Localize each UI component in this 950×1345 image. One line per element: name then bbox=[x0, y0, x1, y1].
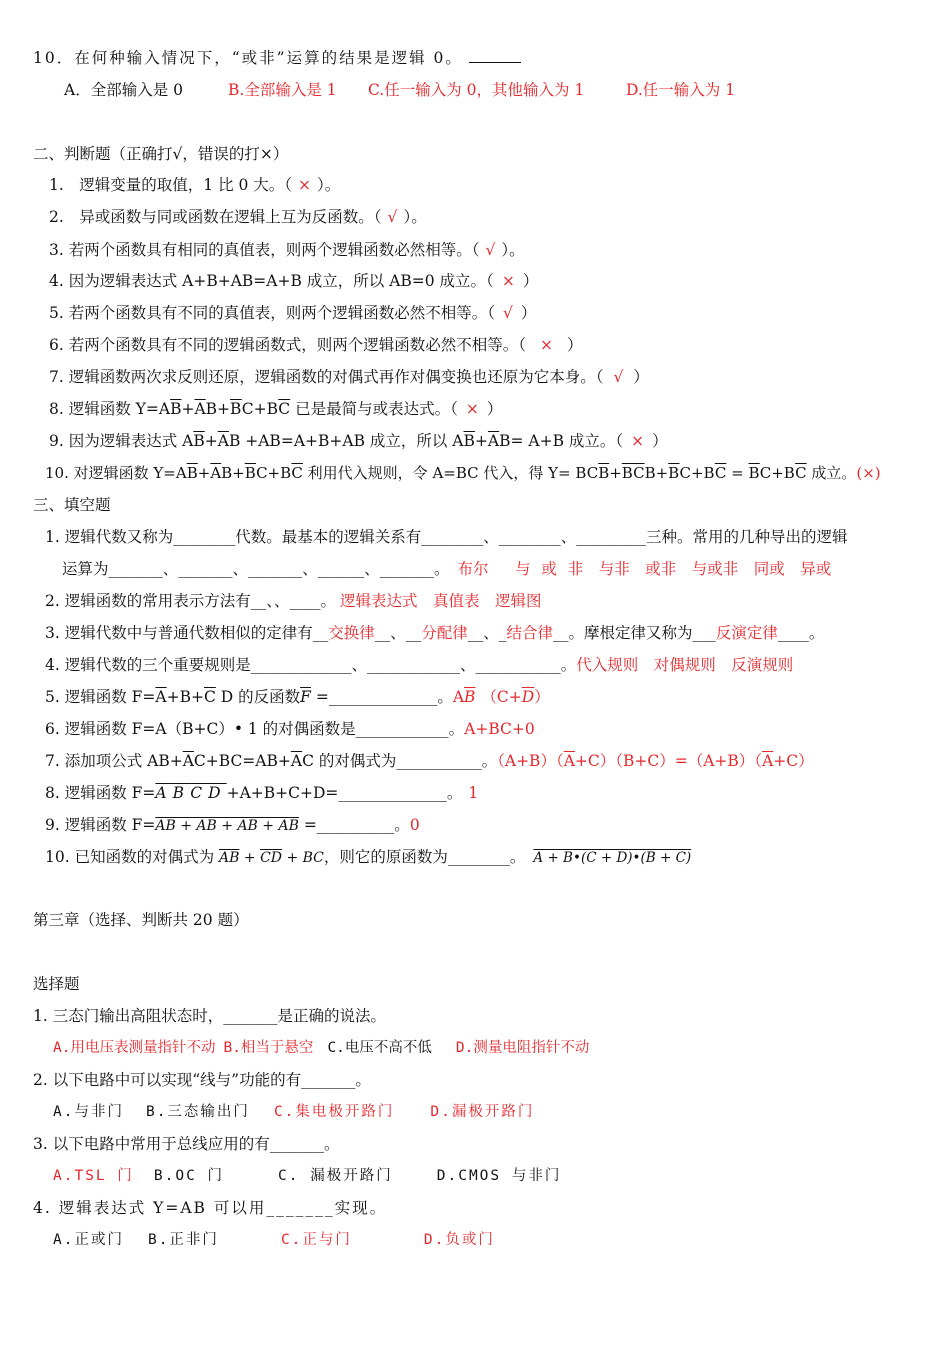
choice-section-title: 选择题 bbox=[33, 975, 80, 993]
expr-text: C+B bbox=[759, 464, 796, 482]
fill-item-6 bbox=[45, 718, 535, 740]
option-c: C.正与门 bbox=[280, 1232, 352, 1248]
judge-item-4 bbox=[49, 270, 538, 292]
judge-tail: ） bbox=[522, 272, 539, 290]
judge-mark: × bbox=[465, 400, 479, 418]
expr-text: 成立。 bbox=[806, 464, 857, 482]
fill-item-1-line2 bbox=[62, 558, 831, 580]
fill-answer: 0 bbox=[409, 816, 420, 834]
overlined-var: $\overline{A}$ bbox=[290, 752, 303, 770]
expr-text: 9. 因为逻辑表达式 A bbox=[49, 432, 194, 450]
section-3-title: 三、填空题 bbox=[33, 496, 111, 514]
answer-part: （C+ bbox=[481, 688, 522, 706]
judge-item-5 bbox=[49, 302, 536, 324]
fill-stem: 5. 逻辑函数 F= bbox=[45, 688, 156, 706]
fill-stem: 3. 逻辑代数中与普通代数相似的定律有__ bbox=[45, 624, 329, 642]
fill-stem: =__________。 bbox=[298, 816, 410, 834]
judge-tail: ）。 bbox=[403, 208, 427, 226]
fill-item-10 bbox=[45, 846, 691, 869]
expr-text: 利用代入规则，令 A=BC 代入，得 Y= BC bbox=[302, 464, 599, 482]
expr-text: B+ bbox=[644, 464, 669, 482]
judge-mark: × bbox=[298, 176, 312, 194]
expr-text: + BC bbox=[282, 850, 324, 866]
expr-text: B +AB=A+B+AB 成立，所以 A bbox=[228, 432, 464, 450]
expr-text: C+B bbox=[256, 464, 292, 482]
overlined-var: $\overline{B}$ bbox=[748, 464, 760, 482]
overlined-var: $\overline{B}$ bbox=[230, 400, 242, 418]
option-c: C. 漏极开路门 bbox=[278, 1168, 393, 1184]
fill-answer: 结合律 bbox=[506, 624, 554, 642]
overlined-var: $\overline{B}$ bbox=[598, 464, 610, 482]
option-c: C.电压不高不低 bbox=[327, 1040, 432, 1056]
answer-part: （A+B）（ bbox=[497, 752, 564, 770]
fill-item-4 bbox=[45, 654, 793, 676]
overlined-expr bbox=[155, 784, 226, 802]
fill-answer: A+BC+0 bbox=[464, 720, 535, 738]
overlined-var: $\overline{B}$ bbox=[170, 400, 182, 418]
overlined-var: $\overline{B}$ bbox=[193, 432, 205, 450]
answer-part: +C） bbox=[773, 752, 814, 770]
expr-text: B+ bbox=[205, 400, 231, 418]
judge-item-3 bbox=[49, 239, 525, 261]
answer-blank bbox=[469, 47, 521, 63]
overlined-expr: A + B bbox=[533, 850, 573, 866]
expr-text: + bbox=[609, 464, 622, 482]
q10-stem-text: 10．在何种输入情况下，“或非”运算的结果是逻辑 0。 bbox=[33, 49, 463, 67]
judge-mark: √ bbox=[485, 241, 496, 259]
expr-text: 10. 对逻辑函数 Y=A bbox=[45, 464, 187, 482]
overlined-var: $\overline{A}$ bbox=[155, 688, 167, 706]
judge-stem: 6. 若两个函数具有不同的逻辑函数式，则两个逻辑函数必然不相等。（ bbox=[49, 336, 526, 354]
fill-stem: ，则它的原函数为________。 bbox=[323, 848, 526, 866]
option-d: D.漏极开路门 bbox=[430, 1104, 535, 1120]
judge-mark: × bbox=[501, 272, 515, 290]
fill-answer bbox=[497, 752, 814, 770]
overlined-var: A bbox=[155, 784, 173, 802]
choice-q3-options bbox=[53, 1165, 561, 1187]
judge-tail: ） bbox=[633, 368, 649, 386]
fill-stem: __。摩根定律又称为___ bbox=[553, 624, 716, 642]
option-d: D.负或门 bbox=[423, 1232, 495, 1248]
fill-stem: C+BC=AB+ bbox=[193, 752, 291, 770]
fill-answer-expr bbox=[533, 850, 691, 866]
expr-text: + bbox=[204, 432, 218, 450]
choice-q3-stem: 3. 以下电路中常用于总线应用的有_______。 bbox=[33, 1135, 340, 1153]
q10-option-c: C.任一输入为 0，其他输入为 1 bbox=[368, 81, 585, 99]
choice-q1-stem: 1. 三态门输出高阻状态时，_______是正确的说法。 bbox=[33, 1007, 386, 1025]
fill-stem: C 的对偶式为___________。 bbox=[302, 752, 498, 770]
fill-stem: __、__ bbox=[374, 624, 422, 642]
answer-part: +C）（B+C）=（A+B）（ bbox=[574, 752, 763, 770]
fill-stem: 7. 添加项公式 AB+ bbox=[45, 752, 183, 770]
overlined-var: $\overline{F}$ bbox=[300, 688, 311, 706]
judge-tail: ）。 bbox=[501, 241, 525, 259]
q10-option-d: D.任一输入为 1 bbox=[626, 81, 736, 99]
judge-mark: × bbox=[539, 336, 553, 354]
expr-text: = bbox=[726, 464, 749, 482]
option-b: B.三态输出门 bbox=[145, 1104, 250, 1120]
judge-tail: ） bbox=[486, 400, 503, 418]
fill-answer: 1 bbox=[468, 784, 479, 802]
fill-answers: 布尔 与 或 非 与非 或非 与或非 同或 异或 bbox=[457, 560, 832, 578]
judge-item-10 bbox=[45, 462, 881, 484]
fill-stem: D 的反函数 bbox=[215, 688, 301, 706]
fill-stem: 10. 已知函数的对偶式为 bbox=[45, 848, 220, 866]
judge-item-2 bbox=[49, 206, 427, 228]
fill-stem: 8. 逻辑函数 F= bbox=[45, 784, 156, 802]
fill-item-1-line1: 1. 逻辑代数又称为________代数。最基本的逻辑关系有________、________、_________三种。常用的几种导出的逻辑 bbox=[45, 528, 848, 546]
expr-text: 已是最简与或表达式。（ bbox=[290, 400, 458, 418]
judge-item-6 bbox=[49, 334, 582, 356]
expr-text: + bbox=[181, 400, 195, 418]
overlined-var: $\overline{A}$ bbox=[762, 752, 774, 770]
fill-item-7 bbox=[45, 750, 814, 772]
choice-q4-options bbox=[53, 1229, 495, 1251]
fill-stem: 9. 逻辑函数 F= bbox=[45, 816, 156, 834]
judge-mark: √ bbox=[613, 368, 624, 386]
overlined-expr: $\overline{AB}$ bbox=[219, 850, 240, 866]
q10-stem bbox=[33, 47, 521, 69]
overlined-expr: $\overline{CD}$ bbox=[260, 850, 282, 866]
judge-mark: √ bbox=[387, 208, 398, 226]
answer-part: A bbox=[452, 688, 465, 706]
judge-mark: × bbox=[631, 432, 645, 450]
judge-stem: 5. 若两个函数具有不同的真值表，则两个逻辑函数必然不相等。（ bbox=[49, 304, 495, 322]
expr-text: B= A+B 成立。（ bbox=[499, 432, 624, 450]
overlined-var: $\overline{BC}$ bbox=[621, 464, 645, 482]
overlined-var: $\overline{C}$ bbox=[795, 464, 807, 482]
choice-q2-stem: 2. 以下电路中可以实现“线与”功能的有_______。 bbox=[33, 1071, 371, 1089]
judge-stem: 7. 逻辑函数两次求反则还原，逻辑函数的对偶式再作对偶变换也还原为它本身。（ bbox=[49, 368, 604, 386]
overlined-var: $\overline{C}$ bbox=[278, 400, 291, 418]
overlined-var: $\overline{A}$ bbox=[487, 432, 500, 450]
q10-option-a: A．全部输入是 0 bbox=[64, 81, 183, 99]
expr-text: + bbox=[239, 850, 261, 866]
judge-tail: ） bbox=[520, 304, 537, 322]
fill-answer: 交换律 bbox=[328, 624, 375, 642]
fill-item-2 bbox=[45, 590, 541, 612]
q10-option-b: B.全部输入是 1 bbox=[228, 81, 337, 99]
fill-stem: 4. 逻辑代数的三个重要规则是_____________、____________、___________。 bbox=[45, 656, 577, 674]
expr-text: B+ bbox=[221, 464, 245, 482]
overlined-var: $\overline{C}$ bbox=[291, 464, 303, 482]
fill-item-9 bbox=[45, 814, 420, 837]
option-b: B.相当于悬空 bbox=[223, 1040, 314, 1056]
fill-item-3 bbox=[45, 622, 824, 644]
fill-item-5 bbox=[45, 686, 550, 708]
fill-answers: 代入规则 对偶规则 反演规则 bbox=[576, 656, 794, 674]
overlined-var: C bbox=[190, 784, 209, 802]
option-c: C.集电极开路门 bbox=[273, 1104, 395, 1120]
section-2-title: 二、判断题（正确打√，错误的打×） bbox=[33, 145, 289, 163]
judge-tail: ） bbox=[652, 432, 668, 450]
judge-item-8 bbox=[49, 398, 502, 420]
judge-item-1 bbox=[49, 174, 340, 196]
expr-text: + bbox=[474, 432, 488, 450]
judge-item-9 bbox=[49, 430, 668, 452]
option-d: D.测量电阻指针不动 bbox=[455, 1040, 590, 1056]
judge-stem: 3. 若两个函数具有相同的真值表，则两个逻辑函数必然相等。（ bbox=[49, 241, 480, 259]
option-b: B.正非门 bbox=[147, 1232, 219, 1248]
expr-text: + bbox=[197, 464, 211, 482]
overlined-var: $\overline{A}$ bbox=[563, 752, 575, 770]
overlined-var: $\overline{B}$ bbox=[186, 464, 198, 482]
fill-stem: __、_ bbox=[467, 624, 507, 642]
overlined-var: $\overline{B}$ bbox=[463, 432, 475, 450]
judge-stem: 4. 因为逻辑表达式 A+B+AB=A+B 成立，所以 AB=0 成立。（ bbox=[49, 272, 494, 290]
judge-item-7 bbox=[49, 366, 649, 388]
overlined-var: $\overline{A}$ bbox=[194, 400, 206, 418]
overlined-var: $\overline{B}$ bbox=[668, 464, 680, 482]
judge-mark: (×) bbox=[856, 464, 881, 482]
option-b: B.OC 门 bbox=[153, 1168, 225, 1184]
fill-answer: 反演定律 bbox=[715, 624, 778, 642]
overlined-var: $\overline{C}$ bbox=[714, 464, 727, 482]
overlined-var: $\overline{B}$ bbox=[244, 464, 257, 482]
expr-text: C+B bbox=[679, 464, 715, 482]
expr-text: C+B bbox=[241, 400, 279, 418]
option-a: A.正或门 bbox=[53, 1232, 124, 1248]
fill-answer: 分配律 bbox=[421, 624, 468, 642]
fill-stem: 6. 逻辑函数 F=A（B+C）• 1 的对偶函数是____________。 bbox=[45, 720, 465, 738]
fill-item-8 bbox=[45, 782, 478, 804]
answer-part: ） bbox=[534, 688, 550, 706]
option-a: A.用电压表测量指针不动 bbox=[53, 1040, 216, 1056]
fill-stem: +A+B+C+D=______________。 bbox=[226, 784, 463, 802]
judge-tail: ） bbox=[566, 336, 583, 354]
overlined-var: $\overline{A}$ bbox=[210, 464, 222, 482]
choice-q2-options bbox=[53, 1101, 534, 1123]
choice-q4-stem: 4. 逻辑表达式 Y=AB 可以用_______实现。 bbox=[33, 1199, 388, 1217]
chapter-3-title: 第三章（选择、判断共 20 题） bbox=[33, 911, 249, 929]
overlined-var: $\overline{D}$ bbox=[521, 688, 535, 706]
option-d: D.CMOS 与非门 bbox=[436, 1168, 562, 1184]
judge-stem: 1. 逻辑变量的取值，1 比 0 大。（ bbox=[49, 176, 293, 194]
overlined-var: B bbox=[172, 784, 191, 802]
fill-stem: 运算为_______、_______、_______、______、_______。 bbox=[62, 560, 450, 578]
overlined-expr: AB + AB + AB + AB bbox=[155, 818, 299, 834]
fill-stem: 2. 逻辑函数的常用表示方法有__、、____。 bbox=[45, 592, 336, 610]
judge-stem: 2. 异或函数与同或函数在逻辑上互为反函数。（ bbox=[49, 208, 382, 226]
overlined-var: $\overline{B}$ bbox=[464, 688, 476, 706]
judge-mark: √ bbox=[502, 304, 513, 322]
overlined-var: $\overline{A}$ bbox=[182, 752, 194, 770]
fill-answer bbox=[453, 688, 550, 706]
overlined-var: $\overline{C}$ bbox=[203, 688, 216, 706]
judge-tail: ）。 bbox=[317, 176, 341, 194]
overlined-var: D bbox=[208, 784, 227, 802]
option-a: A.TSL 门 bbox=[53, 1168, 134, 1184]
fill-stem: +B+ bbox=[166, 688, 204, 706]
fill-stem: ____。 bbox=[777, 624, 825, 642]
choice-q1-options bbox=[53, 1037, 589, 1059]
fill-stem: =______________。 bbox=[310, 688, 453, 706]
overlined-expr: •(C + D)•(B + C) bbox=[572, 850, 692, 866]
expr-text: 8. 逻辑函数 Y=A bbox=[49, 400, 171, 418]
overlined-var: $\overline{A}$ bbox=[217, 432, 229, 450]
option-a: A.与非门 bbox=[53, 1104, 124, 1120]
fill-answers: 逻辑表达式 真值表 逻辑图 bbox=[339, 592, 542, 610]
